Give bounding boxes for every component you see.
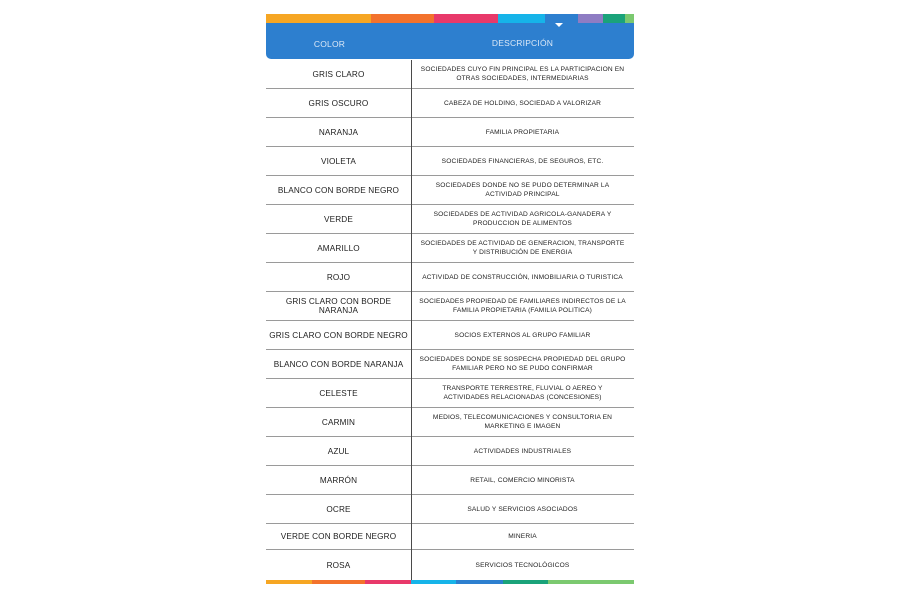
caret-down-icon [555,23,563,27]
table-row [266,60,634,89]
color-strip-segment [578,14,603,23]
color-strip-segment [456,580,503,584]
description-cell: SOCIOS EXTERNOS AL GRUPO FAMILIAR [454,331,591,339]
table-row [266,379,634,408]
color-strip-segment [503,580,548,584]
color-name-cell: OCRE [326,504,351,514]
color-strip-segment [365,580,411,584]
table-row [266,263,634,292]
color-name-cell: NARANJA [318,127,359,137]
color-name-cell: CARMIN [321,417,356,427]
color-name-cell: VERDE [324,214,353,224]
color-legend-table [266,14,634,584]
color-strip-segment [548,580,634,584]
description-cell: SOCIEDADES PROPIEDAD DE FAMILIARES INDIRECTOS DE LA FAMILIA PROPIETARIA (FAMILIA POLITICA) [419,298,626,314]
color-name-cell: VIOLETA [320,156,357,166]
table-row [266,495,634,524]
color-strip-segment [266,14,371,23]
color-strip-segment [434,14,498,23]
color-strip-segment [312,580,365,584]
table-row [266,550,634,580]
color-name-cell: GRIS CLARO CON BORDE NARANJA [285,297,392,315]
color-name-cell: ROJO [326,272,351,282]
header-color: COLOR [313,39,346,49]
description-cell: SOCIEDADES CUYO FIN PRINCIPAL ES LA PARTICIPACION EN OTRAS SOCIEDADES, INTERMEDIARIAS [420,66,625,82]
color-strip-segment [625,14,634,23]
description-cell: ACTIVIDAD DE CONSTRUCCIÓN, INMOBILIARIA O TURISTICA [422,273,623,281]
top-color-strip [266,14,634,23]
bottom-color-strip [266,580,634,584]
table-row [266,147,634,176]
description-cell: CABEZA DE HOLDING, SOCIEDAD A VALORIZAR [443,99,602,107]
color-name-cell: GRIS CLARO CON BORDE NEGRO [269,330,408,340]
table-row [266,466,634,495]
table-row [266,292,634,321]
description-cell: SOCIEDADES DONDE SE SOSPECHA PROPIEDAD DEL GRUPO FAMILIAR PERO NO SE PUDO CONFIRMAR [419,356,626,372]
color-strip-segment [603,14,625,23]
description-cell: SOCIEDADES DE ACTIVIDAD DE GENERACION, TRANSPORTE Y DISTRIBUCIÓN DE ENERGIA [420,240,625,256]
table-row [266,321,634,350]
color-strip-segment [371,14,434,23]
description-cell: SERVICIOS TECNOLÓGICOS [475,561,570,569]
table-header [266,23,634,59]
description-cell: RETAIL, COMERCIO MINORISTA [470,476,575,484]
table-row [266,408,634,437]
table-row [266,176,634,205]
color-name-cell: GRIS OSCURO [308,98,369,108]
description-cell: SOCIEDADES FINANCIERAS, DE SEGUROS, ETC. [441,157,604,165]
description-cell: FAMILIA PROPIETARIA [485,128,560,136]
table-body [266,60,634,580]
description-cell: SOCIEDADES DE ACTIVIDAD AGRICOLA-GANADERA Y PRODUCCION DE ALIMENTOS [433,211,612,227]
description-cell: SALUD Y SERVICIOS ASOCIADOS [467,505,578,513]
description-cell: SOCIEDADES DONDE NO SE PUDO DETERMINAR LA ACTIVIDAD PRINCIPAL [435,182,610,198]
color-name-cell: AMARILLO [317,243,360,253]
color-name-cell: ROSA [326,560,351,570]
table-row [266,524,634,550]
description-cell: MEDIOS, TELECOMUNICACIONES Y CONSULTORIA EN MARKETING E IMAGEN [432,414,613,430]
description-cell: ACTIVIDADES INDUSTRIALES [473,447,572,455]
table-row [266,234,634,263]
column-divider [411,60,412,580]
color-strip-segment [498,14,545,23]
color-name-cell: MARRÓN [319,475,358,485]
description-cell: MINERIA [508,533,537,540]
color-strip-segment [545,14,578,23]
color-strip-segment [266,580,312,584]
table-row [266,205,634,234]
color-name-cell: GRIS CLARO [312,69,365,79]
description-cell: TRANSPORTE TERRESTRE, FLUVIAL O AEREO Y ACTIVIDADES RELACIONADAS (CONCESIONES) [442,385,603,401]
color-name-cell: BLANCO CON BORDE NARANJA [273,359,404,369]
table-row [266,437,634,466]
table-row [266,350,634,379]
header-description: DESCRIPCIÓN [491,38,554,48]
color-name-cell: VERDE CON BORDE NEGRO [280,532,397,541]
color-strip-segment [411,580,456,584]
table-row [266,118,634,147]
color-name-cell: AZUL [327,446,350,456]
color-name-cell: BLANCO CON BORDE NEGRO [277,185,400,195]
color-name-cell: CELESTE [319,388,358,398]
table-row [266,89,634,118]
